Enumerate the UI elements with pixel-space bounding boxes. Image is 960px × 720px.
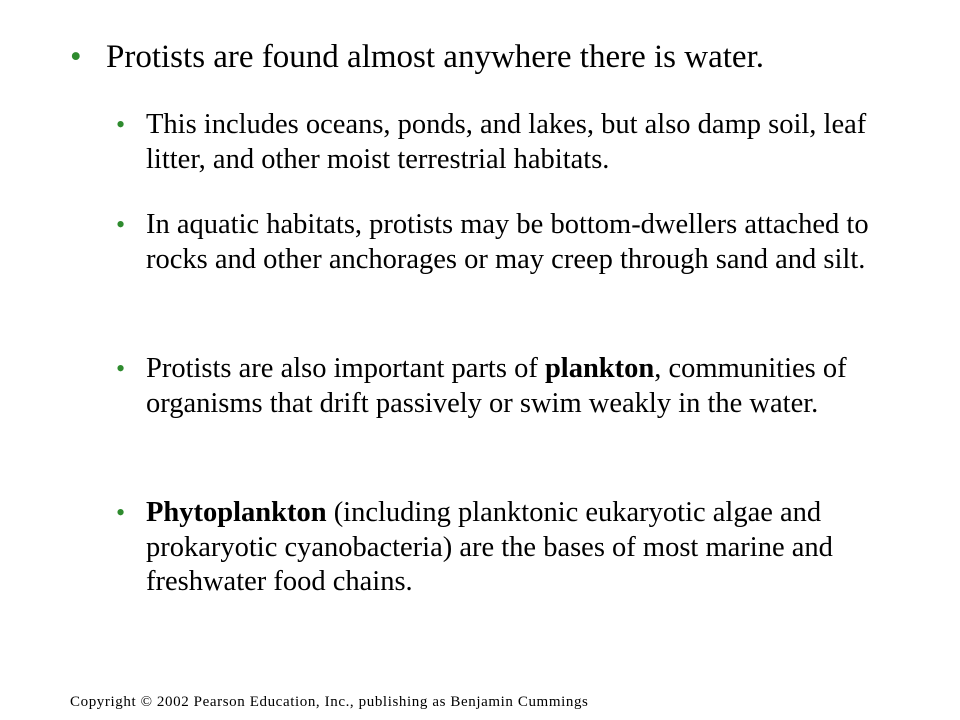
main-point-text: Protists are found almost anywhere there is water. <box>106 39 764 75</box>
copyright-footer: Copyright © 2002 Pearson Education, Inc., publishing as Benjamin Cummings <box>70 694 589 710</box>
text-segment: (including planktonic eukaryotic algae and prokaryotic cyanobacteria) are the bases of most marine and freshwater food chains. <box>146 497 833 597</box>
sub-point-text <box>146 352 916 421</box>
main-bullet-point <box>70 35 930 79</box>
term-plankton: plankton <box>544 353 655 384</box>
bullet-icon: • <box>116 354 126 383</box>
term-phytoplankton: Phytoplankton <box>146 497 327 528</box>
bullet-icon: • <box>116 110 126 139</box>
sub-point-text: This includes oceans, ponds, and lakes, but also damp soil, leaf litter, and other moist terrestrial habitats. <box>146 109 867 175</box>
sub-point-text <box>146 496 916 600</box>
text-segment: Protists are also important parts of <box>146 353 545 384</box>
sub-point-text: In aquatic habitats, protists may be bottom-dwellers attached to rocks and other anchorages or may creep through sand and silt. <box>146 209 869 275</box>
bullet-icon: • <box>116 498 126 527</box>
sub-point-plankton <box>116 352 916 421</box>
bullet-icon: • <box>116 210 126 239</box>
bullet-icon: • <box>70 39 82 75</box>
text-segment: , communities of organisms that drift passively or swim weakly in the water. <box>146 353 847 419</box>
sub-point-phytoplankton <box>116 496 916 600</box>
sub-point-habitats <box>116 108 916 177</box>
sub-point-aquatic <box>116 208 916 277</box>
